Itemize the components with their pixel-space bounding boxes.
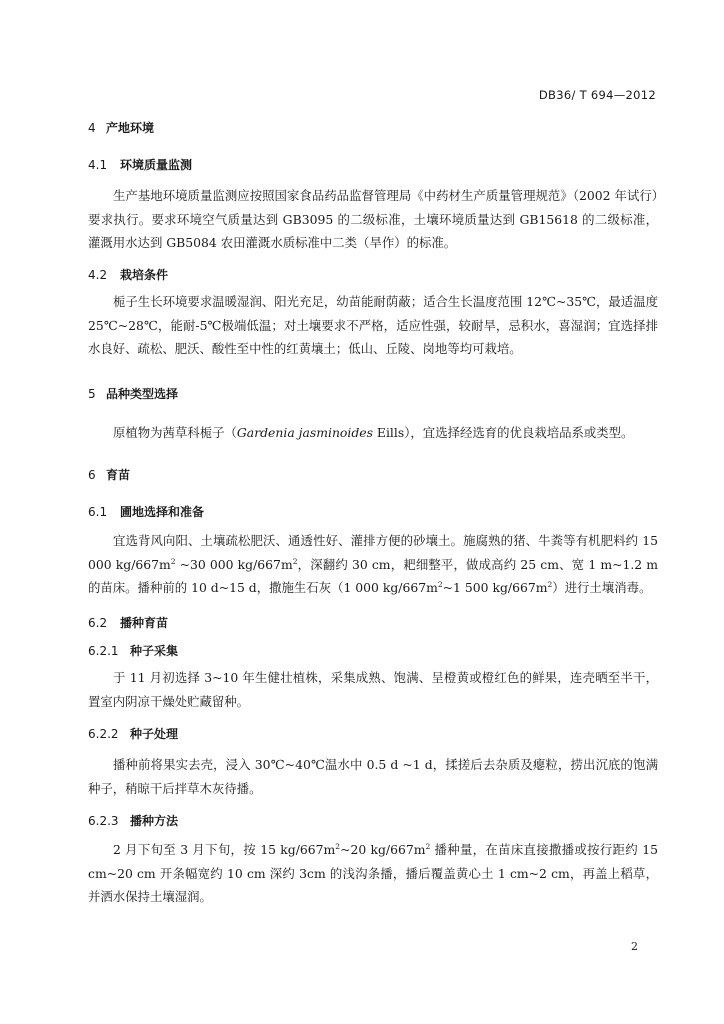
section-title: 播种方法 (130, 814, 179, 828)
section-4-1-heading (88, 156, 192, 173)
paragraph-text: ，深翻约 30 cm，耙细整平，做成高约 25 cm、宽 1 m~1.2 m 的苗床。播种前的 10 d~15 d，撒施生石灰（1 000 kg/667m (88, 556, 659, 595)
section-number: 6.2.3 (88, 814, 119, 828)
section-title: 种子处理 (130, 727, 179, 741)
section-title: 环境质量监测 (120, 158, 193, 172)
section-number: 6.2 (88, 616, 108, 630)
section-number: 6.2.2 (88, 727, 119, 741)
section-6-2-2-heading (88, 725, 178, 742)
section-title: 产地环境 (106, 121, 155, 135)
section-6-2-heading (88, 614, 168, 631)
section-number: 6.1 (88, 505, 108, 519)
section-6-2-3-paragraph (88, 838, 658, 909)
section-6-2-1-paragraph: 于 11 月初选择 3~10 年生健壮植株，采集成熟、饱满、呈橙黄或橙红色的鲜果，连壳晒至半干，置室内阴凉干燥处贮藏留种。 (88, 670, 658, 709)
section-4-heading (88, 119, 154, 136)
section-4-2-heading (88, 266, 168, 283)
section-4-1-paragraph: 生产基地环境质量监测应按照国家食品药品监督管理局《中药材生产质量管理规范》（2002 年试行）要求执行。要求环境空气质量达到 GB3095 的二级标准，土壤环境质量达到 GB15618 的二级标准，灌溉用水达到 GB5084 农田灌溉水质标准中二类（旱作）的标准。 (88, 188, 658, 250)
section-title: 育苗 (106, 468, 131, 482)
superscript: 2 (547, 580, 553, 589)
superscript: 2 (437, 580, 443, 589)
superscript: 2 (425, 842, 431, 851)
section-6-heading (88, 466, 130, 483)
paragraph-text: 播种量，在苗床直接撒播或按行距约 15 cm~20 cm 开条幅宽约 10 cm 深约 3cm 的浅沟条播，播后覆盖黄心土 1 cm~2 cm，再盖上稻草，并洒水保持土壤湿润。 (88, 842, 658, 904)
superscript: 2 (292, 556, 298, 566)
section-6-1-heading (88, 503, 204, 520)
section-number: 4 (88, 121, 96, 135)
section-5-paragraph (88, 421, 658, 445)
section-number: 5 (88, 387, 96, 401)
paragraph-text: ~1 500 kg/667m (442, 580, 548, 595)
page-number: 2 (631, 940, 638, 953)
section-6-2-3-heading (88, 812, 178, 829)
section-number: 6.2.1 (88, 644, 119, 658)
paragraph-text: ）进行土壤消毒。 (552, 580, 652, 595)
section-6-1-paragraph (88, 529, 658, 600)
paragraph-text: 2 月下旬至 3 月下旬，按 15 kg/667m (113, 842, 336, 857)
paragraph-text: ），宜选择经选育的优良栽培品系或类型。 (404, 425, 634, 440)
superscript: 2 (335, 842, 341, 851)
section-6-2-2-paragraph: 播种前将果实去壳，浸入 30℃~40℃温水中 0.5 d ~1 d，揉搓后去杂质及瘪粒，捞出沉底的饱满种子，稍晾干后拌草木灰待播。 (88, 757, 658, 796)
author-name: Eills (372, 425, 405, 440)
superscript: 2 (170, 556, 176, 566)
paragraph-text: ~20 kg/667m (340, 842, 426, 857)
species-name: Gardenia jasminoides (236, 425, 373, 440)
section-title: 播种育苗 (120, 616, 169, 630)
section-4-2-paragraph: 栀子生长环境要求温暖湿润、阳光充足，幼苗能耐荫蔽；适合生长温度范围 12℃~35℃，最适温度 25℃~28℃，能耐-5℃极端低温；对土壤要求不严格，适应性强，较耐旱，忌积水，喜湿润；宜选择排水良好、疏松、肥沃、酸性至中性的红黄壤土；低山、丘陵、岗地等均可栽培。 (88, 294, 658, 356)
section-title: 栽培条件 (120, 268, 169, 282)
section-number: 4.2 (88, 268, 108, 282)
paragraph-text: 宜选背风向阳、土壤疏松肥沃、通透性好、灌排方便的砂壤土。施腐熟的猪、牛粪等有机肥料约 15 000 kg/667m (88, 533, 658, 572)
paragraph-text: ~30 000 kg/667m (175, 556, 293, 572)
section-6-2-1-heading (88, 642, 178, 659)
section-number: 4.1 (88, 158, 108, 172)
paragraph-text: 原植物为茜草科栀子（ (113, 425, 237, 440)
section-5-heading (88, 385, 178, 402)
section-title: 品种类型选择 (106, 387, 179, 401)
section-title: 种子采集 (130, 644, 179, 658)
section-title: 圃地选择和准备 (120, 505, 205, 519)
document-code: DB36/ T 694—2012 (538, 88, 656, 102)
section-number: 6 (88, 468, 96, 482)
